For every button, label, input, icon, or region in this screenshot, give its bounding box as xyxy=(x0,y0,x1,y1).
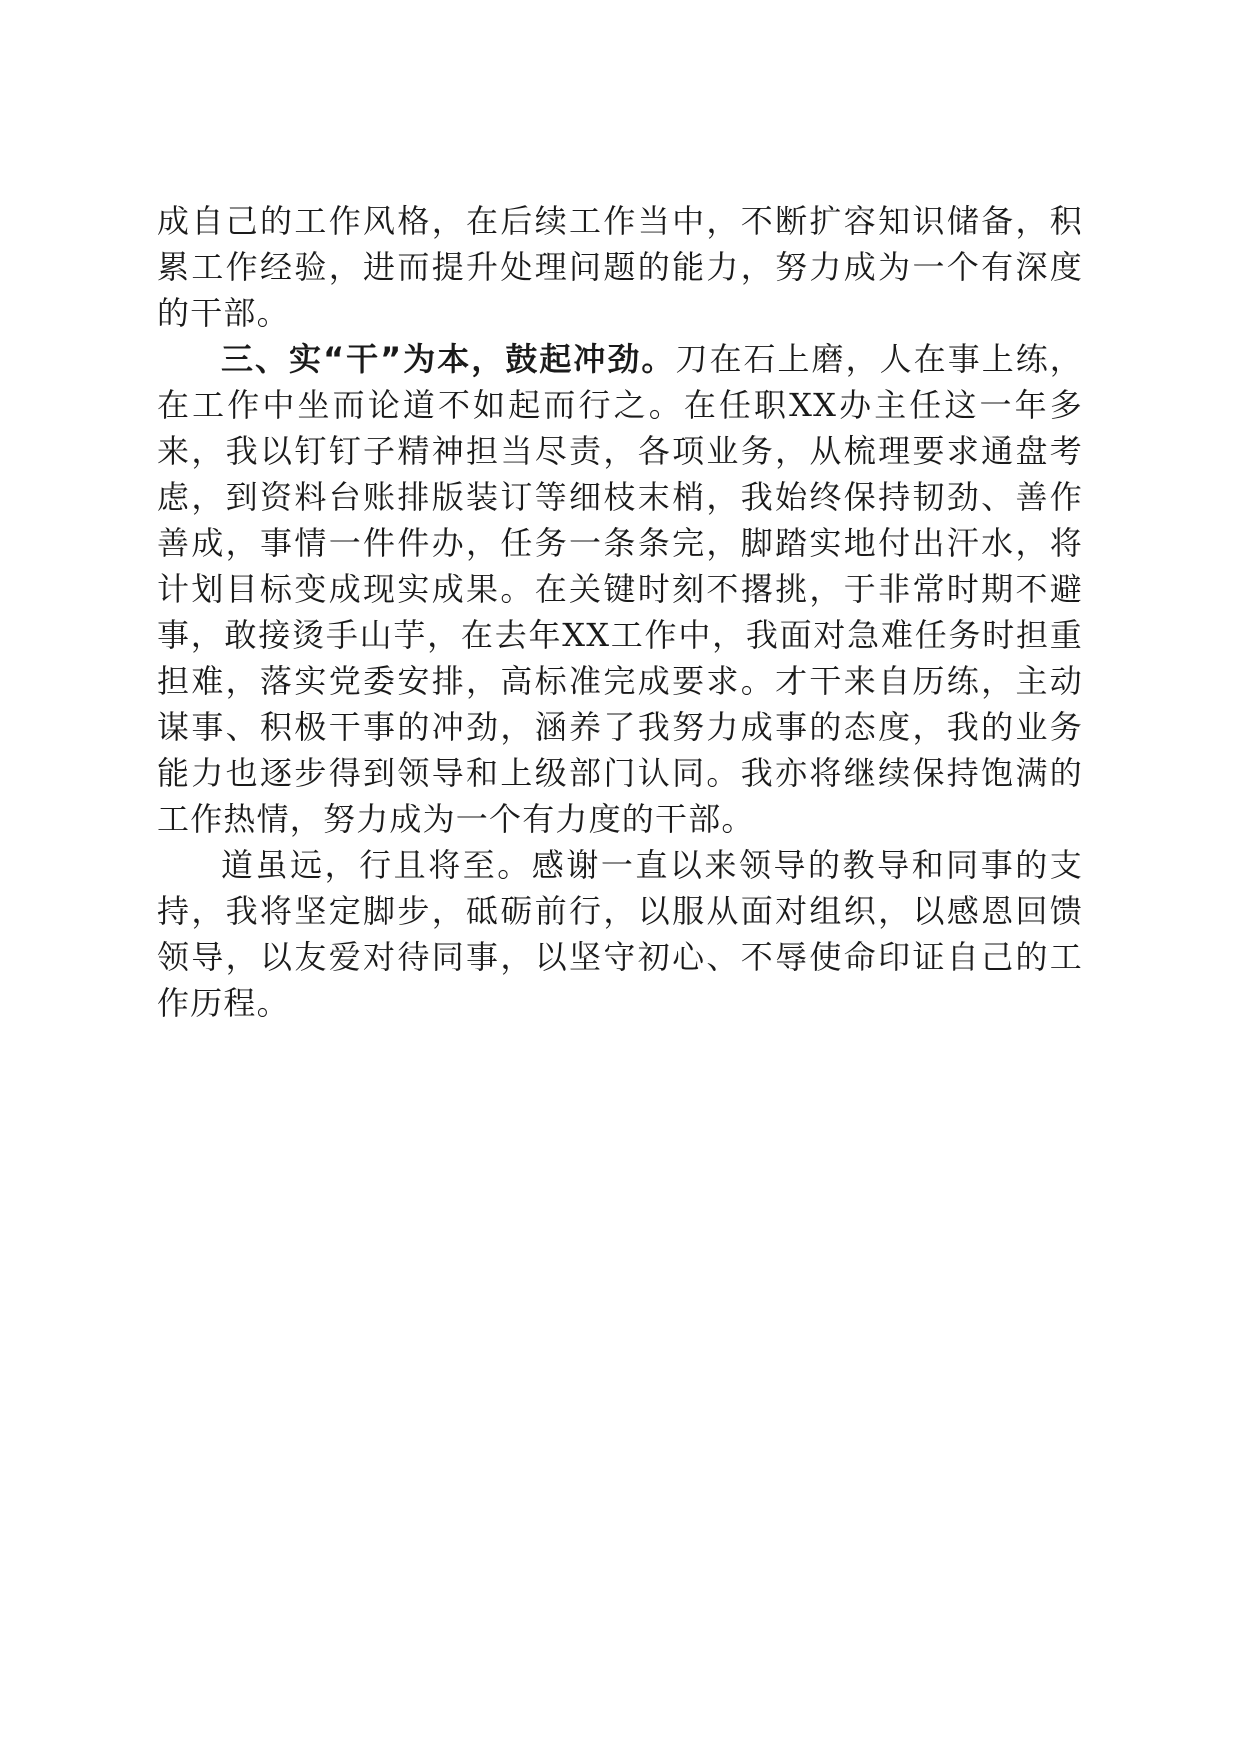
section-heading: 三、实“干”为本，鼓起冲劲。 xyxy=(221,340,676,378)
paragraph-text: 道虽远，行且将至。感谢一直以来领导的教导和同事的支持，我将坚定脚步，砥砺前行，以服从面对组织，以感恩回馈领导，以友爱对待同事，以坚守初心、不辱使命印证自己的工作历程。 xyxy=(157,846,1083,1022)
document-body xyxy=(157,198,1083,1026)
paragraph-section-three xyxy=(157,336,1083,842)
paragraph-closing xyxy=(157,842,1083,1026)
paragraph-text: 成自己的工作风格，在后续工作当中，不断扩容知识储备，积累工作经验，进而提升处理问题的能力，努力成为一个有深度的干部。 xyxy=(157,202,1083,332)
paragraph-text: 刀在石上磨，人在事上练，在工作中坐而论道不如起而行之。在任职XX办主任这一年多来，我以钉钉子精神担当尽责，各项业务，从梳理要求通盘考虑，到资料台账排版装订等细枝末梢，我始终保持韧劲、善作善成，事情一件件办，任务一条条完，脚踏实地付出汗水，将计划目标变成现实成果。在关键时刻不撂挑，于非常时期不避事，敢接烫手山芋，在去年XX工作中，我面对急难任务时担重担难，落实党委安排，高标准完成要求。才干来自历练，主动谋事、积极干事的冲劲，涵养了我努力成事的态度，我的业务能力也逐步得到领导和上级部门认同。我亦将继续保持饱满的工作热情，努力成为一个有力度的干部。 xyxy=(157,340,1083,838)
paragraph-continuation xyxy=(157,198,1083,336)
